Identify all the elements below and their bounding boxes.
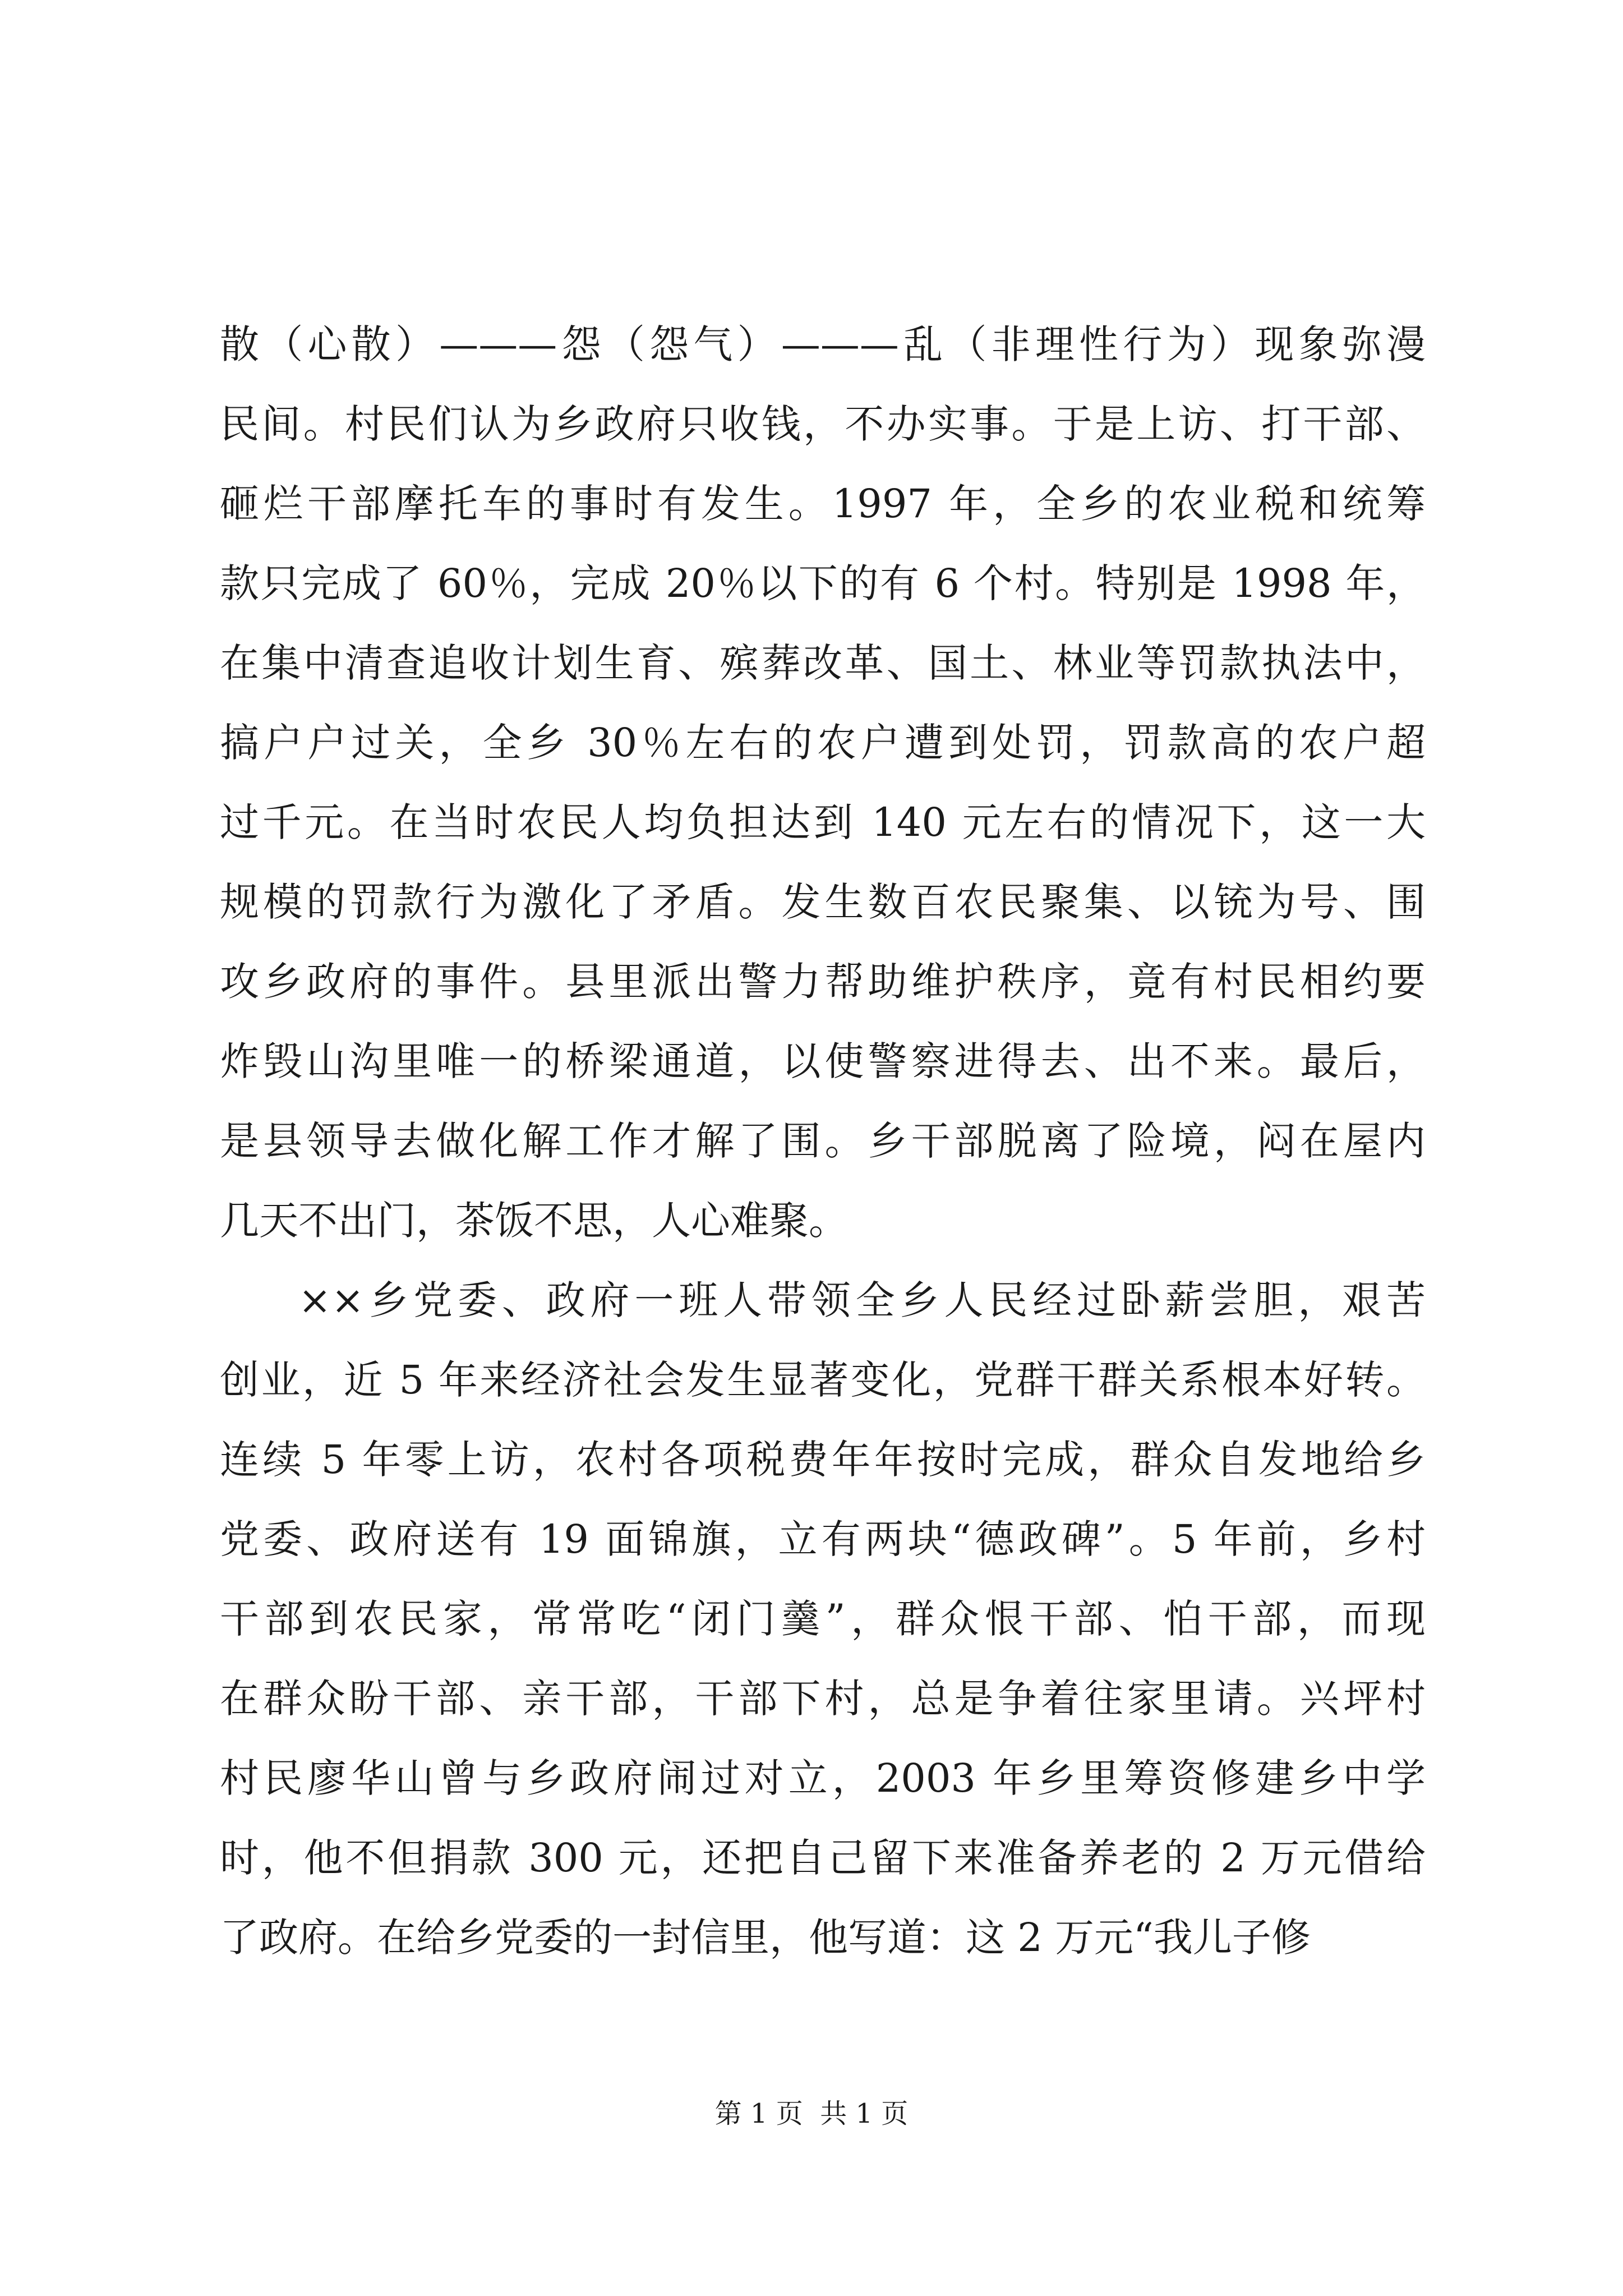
paragraph — [220, 305, 1426, 1260]
page-footer: 第 1 页 共 1 页 — [714, 2098, 909, 2129]
text-line: 款只完成了 60％，完成 20％以下的有 6 个村。特别是 1998 年， — [220, 560, 1426, 606]
text-line: 村民廖华山曾与乡政府闹过对立，2003 年乡里筹资修建乡中学 — [220, 1755, 1426, 1801]
text-line: 散（心散）———怨（怨气）———乱（非理性行为）现象弥漫 — [220, 321, 1426, 367]
paragraph — [220, 1260, 1426, 1977]
text-line: 几天不出门，茶饭不思，人心难聚。 — [220, 1198, 848, 1244]
text-line: 规模的罚款行为激化了矛盾。发生数百农民聚集、以铳为号、围 — [220, 879, 1426, 925]
text-line: 创业，近 5 年来经济社会发生显著变化，党群干群关系根本好转。 — [220, 1357, 1426, 1403]
text-line: 砸烂干部摩托车的事时有发生。1997 年，全乡的农业税和统筹 — [220, 481, 1426, 527]
text-line: 炸毁山沟里唯一的桥梁通道，以使警察进得去、出不来。最后， — [220, 1038, 1426, 1084]
text-line: 是县领导去做化解工作才解了围。乡干部脱离了险境，闷在屋内 — [220, 1118, 1426, 1164]
text-line: 民间。村民们认为乡政府只收钱，不办实事。于是上访、打干部、 — [220, 401, 1426, 447]
text-line: 搞户户过关，全乡 30％左右的农户遭到处罚，罚款高的农户超 — [220, 720, 1426, 766]
text-line: 党委、政府送有 19 面锦旗，立有两块“德政碑”。5 年前，乡村 — [220, 1516, 1426, 1562]
text-line: 了政府。在给乡党委的一封信里，他写道：这 2 万元“我儿子修 — [220, 1915, 1311, 1961]
document-body — [220, 305, 1426, 1977]
text-line: 在群众盼干部、亲干部，干部下村，总是争着往家里请。兴坪村 — [220, 1676, 1426, 1722]
text-line: 攻乡政府的事件。县里派出警力帮助维护秩序，竟有村民相约要 — [220, 959, 1426, 1005]
text-line: 时，他不但捐款 300 元，还把自己留下来准备养老的 2 万元借给 — [220, 1835, 1426, 1881]
text-line: 在集中清查追收计划生育、殡葬改革、国土、林业等罚款执法中， — [220, 640, 1426, 686]
text-line: ××乡党委、政府一班人带领全乡人民经过卧薪尝胆，艰苦 — [298, 1277, 1426, 1323]
text-line: 过千元。在当时农民人均负担达到 140 元左右的情况下，这一大 — [220, 799, 1426, 845]
text-line: 连续 5 年零上访，农村各项税费年年按时完成，群众自发地给乡 — [220, 1437, 1426, 1483]
text-line: 干部到农民家，常常吃“闭门羹”，群众恨干部、怕干部，而现 — [220, 1596, 1426, 1642]
